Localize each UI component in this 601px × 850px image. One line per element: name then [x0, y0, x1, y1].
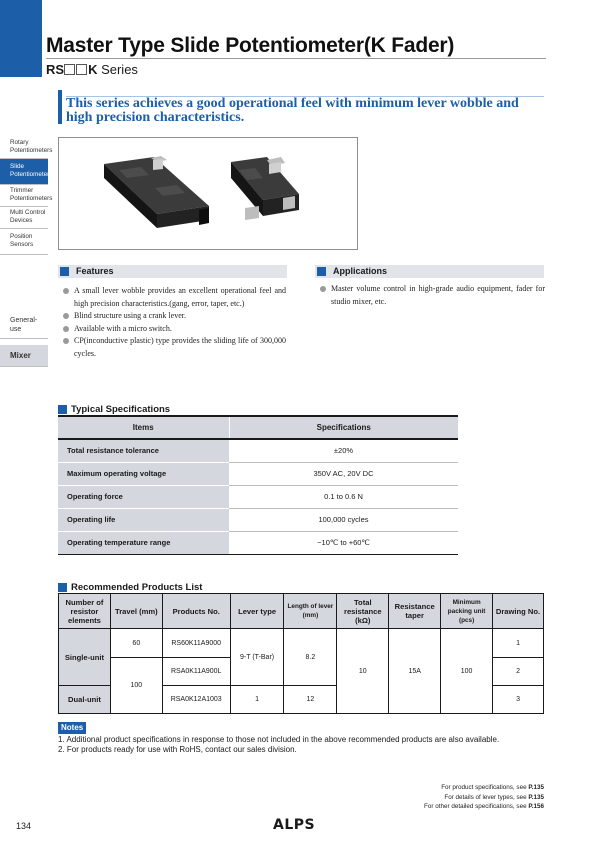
product-photo: [58, 137, 358, 250]
col-drawing-no: Drawing No.: [493, 594, 544, 629]
fader-product-image: [59, 138, 357, 249]
applications-heading-label: Applications: [333, 266, 388, 276]
series-word: Series: [101, 62, 138, 77]
lever-type-cell: 1: [230, 686, 284, 714]
reference-page-link[interactable]: P.135: [528, 784, 544, 791]
series-tagline: This series achieves a good operational feel with minimum lever wobble and high precision characteristics.: [66, 96, 519, 125]
travel-cell: 60: [110, 629, 162, 658]
tagline-accent-bar: [58, 90, 62, 124]
section-marker-icon: [60, 267, 69, 276]
col-resistor-elements: Number of resistor elements: [59, 594, 111, 629]
feature-item: Available with a micro switch.: [62, 323, 286, 336]
title-divider: [46, 58, 546, 59]
col-total-resistance: Total resistance (kΩ): [337, 594, 389, 629]
recommended-heading: [58, 582, 202, 593]
col-resistance-taper: Resistance taper: [389, 594, 441, 629]
taper-cell: 15A: [389, 629, 441, 714]
lever-length-cell: 12: [284, 686, 337, 714]
page-title: Master Type Slide Potentiometer(K Fader): [46, 34, 455, 57]
spec-value: 350V AC, 20V DC: [229, 462, 458, 485]
category-nav: [0, 137, 53, 255]
subcategory-nav: [0, 313, 48, 367]
col-lever-type: Lever type: [230, 594, 284, 629]
note-item: 1. Additional product specifications in response to those not included in the above recommended products are also available.: [58, 735, 500, 744]
drawing-cell: 2: [493, 658, 544, 686]
spec-value: 0.1 to 0.6 N: [229, 485, 458, 508]
total-resistance-cell: 10: [337, 629, 389, 714]
section-marker-icon: [58, 405, 67, 414]
fader-short-illustration: [231, 157, 299, 220]
features-list: [62, 285, 286, 360]
product-no-cell: RSA0K11A900L: [162, 658, 230, 686]
series-placeholder-box: [76, 64, 87, 75]
nav-mixer[interactable]: Mixer: [0, 345, 48, 367]
nav-rotary-potentiometers[interactable]: Rotary Potentiometers: [0, 137, 48, 159]
series-label: [46, 62, 138, 77]
table-header-row: [59, 594, 544, 629]
section-marker-icon: [58, 583, 67, 592]
alps-logo: ALPS: [273, 817, 316, 833]
col-packing-unit: Minimum packing unit (pcs): [441, 594, 493, 629]
note-item: 2. For products ready for use with RoHS, contact our sales division.: [58, 744, 297, 754]
reference-page-link[interactable]: P.135: [528, 793, 544, 801]
reference-text: For product specifications, see: [441, 784, 527, 791]
nav-position-sensors[interactable]: Position Sensors: [0, 229, 48, 255]
reference-text: For other detailed specifications, see: [424, 803, 527, 810]
typical-specifications-table: [58, 415, 458, 555]
packing-cell: 100: [441, 629, 493, 714]
col-lever-length: Length of lever (mm): [284, 594, 337, 629]
spec-item: Total resistance tolerance: [58, 439, 229, 462]
feature-item: CP(inconductive plastic) type provides the sliding life of 300,000 cycles.: [62, 335, 286, 360]
series-placeholder-box: [64, 64, 75, 75]
spec-value: 100,000 cycles: [229, 508, 458, 531]
table-row: [58, 462, 458, 485]
reference-text: For details of lever types, see: [444, 793, 527, 801]
nav-general-use[interactable]: General-use: [0, 313, 48, 339]
spec-value: −10℃ to +60℃: [229, 531, 458, 554]
product-no-cell: RS60K11A9000: [162, 629, 230, 658]
col-product-no: Products No.: [162, 594, 230, 629]
notes-tag: Notes: [58, 722, 86, 734]
nav-trimmer-potentiometers[interactable]: Trimmer Potentiometers: [0, 185, 48, 207]
lever-length-cell: 8.2: [284, 629, 337, 686]
series-suffix: K: [88, 62, 98, 77]
recommended-products-table: [58, 593, 544, 714]
spec-item: Maximum operating voltage: [58, 462, 229, 485]
travel-cell: 100: [110, 658, 162, 714]
spec-value: ±20%: [229, 439, 458, 462]
fader-long-illustration: [104, 156, 209, 228]
reference-line: [424, 802, 544, 812]
series-prefix: RS: [46, 62, 65, 77]
feature-item: Blind structure using a crank lever.: [62, 310, 286, 323]
section-marker-icon: [317, 267, 326, 276]
recommended-heading-label: Recommended Products List: [71, 582, 203, 593]
applications-list: [319, 283, 545, 308]
typical-specs-heading-label: Typical Specifications: [71, 404, 171, 415]
reference-page-link[interactable]: P.156: [528, 803, 544, 810]
col-items: Items: [58, 416, 229, 439]
table-header-row: [58, 416, 458, 439]
single-unit-label: Single-unit: [59, 629, 111, 686]
nav-slide-potentiometers[interactable]: Slide Potentiometers: [0, 159, 48, 185]
application-item: Master volume control in high-grade audio equipment, fader for studio mixer, etc.: [319, 283, 545, 308]
spec-item: Operating life: [58, 508, 229, 531]
page-references: [424, 783, 544, 812]
table-row: [58, 531, 458, 554]
feature-item: A small lever wobble provides an excellent operational feel and high precision characteristics.(gang, error, taper, etc.): [62, 285, 286, 310]
table-row: [58, 439, 458, 462]
col-travel: Travel (mm): [110, 594, 162, 629]
applications-heading: [315, 265, 544, 278]
table-row: [58, 508, 458, 531]
dual-unit-label: Dual-unit: [59, 686, 111, 714]
features-heading-label: Features: [76, 266, 114, 276]
table-row: [58, 485, 458, 508]
header-color-band: [0, 0, 42, 77]
drawing-cell: 3: [493, 686, 544, 714]
product-no-cell: RSA0K12A1003: [162, 686, 230, 714]
page-number: 134: [16, 821, 32, 831]
notes-list: [58, 735, 544, 754]
typical-specs-heading: [58, 404, 170, 415]
nav-multi-control-devices[interactable]: Multi Control Devices: [0, 207, 48, 229]
reference-line: [424, 793, 544, 803]
drawing-cell: 1: [493, 629, 544, 658]
table-row: [59, 629, 544, 658]
spec-item: Operating force: [58, 485, 229, 508]
reference-line: [424, 783, 544, 793]
spec-item: Operating temperature range: [58, 531, 229, 554]
features-heading: [58, 265, 287, 278]
lever-type-cell: 9-T (T-Bar): [230, 629, 284, 686]
col-specifications: Specifications: [229, 416, 458, 439]
